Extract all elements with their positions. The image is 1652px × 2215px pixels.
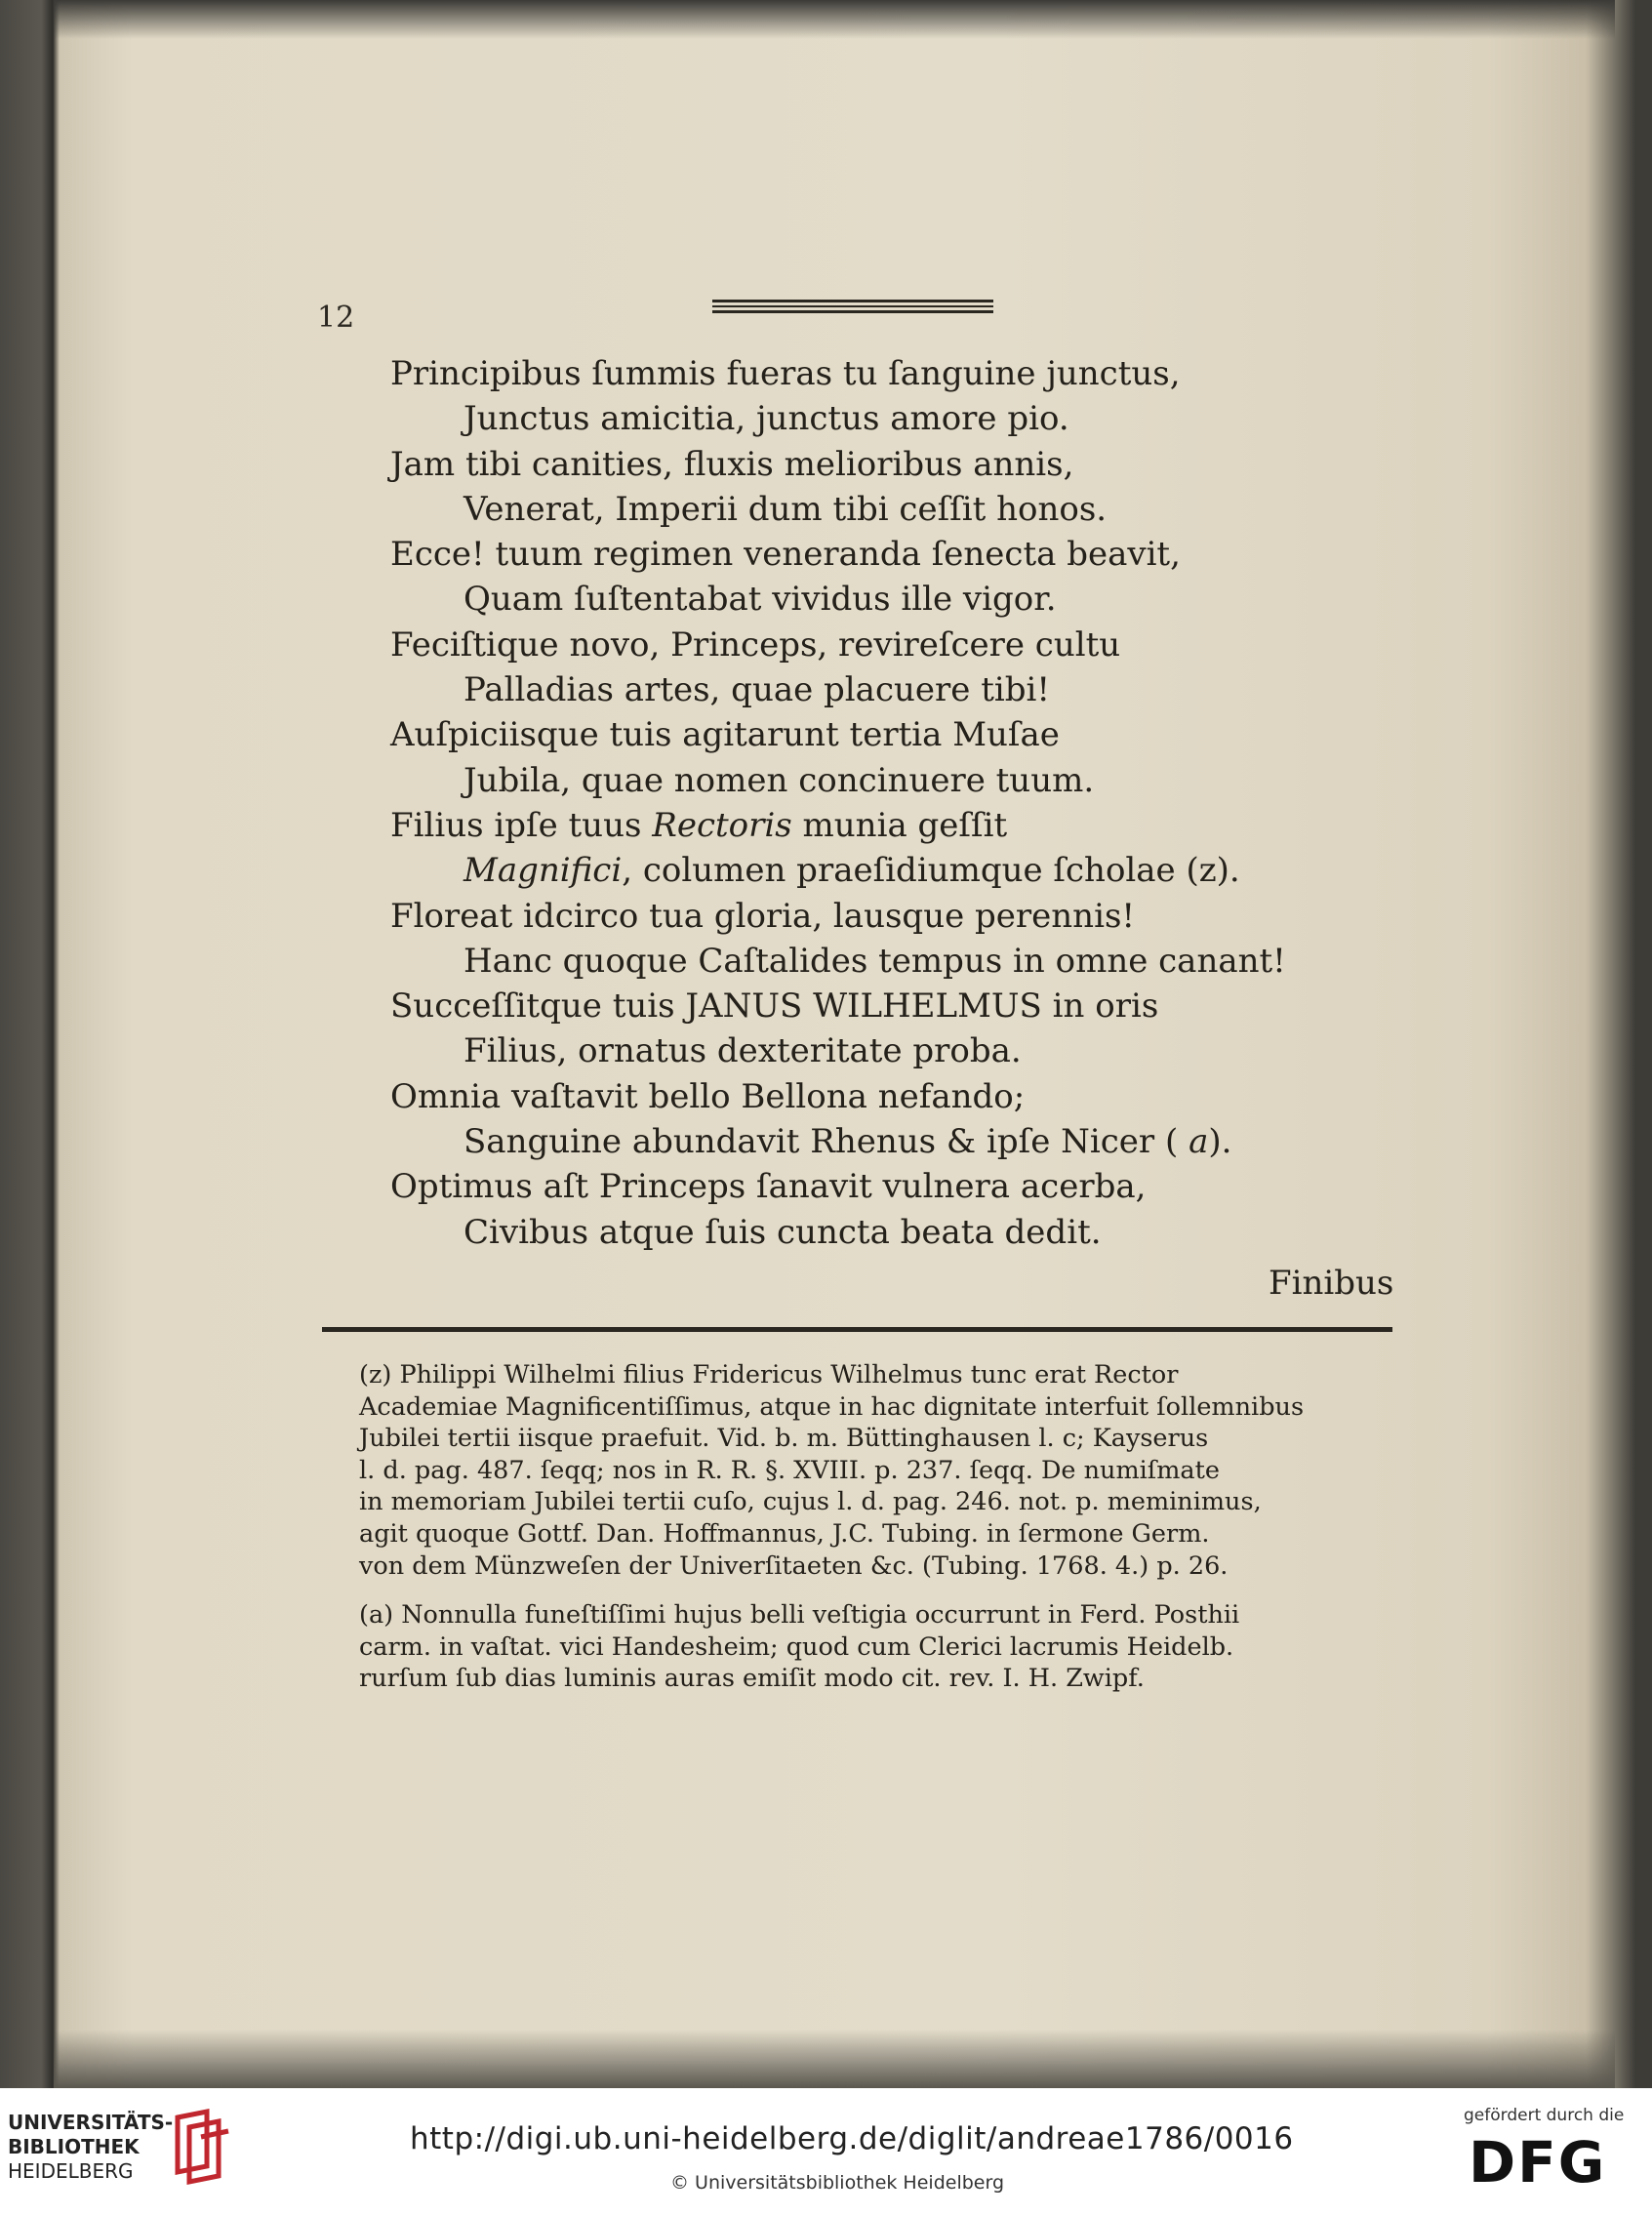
poem-line-text: Omnia vaſtavit bello Bellona nefando; xyxy=(390,1076,1026,1116)
footnote-line: agit quoque Gottf. Dan. Hoffmannus, J.C. Tubing. in ſermone Germ. xyxy=(359,1518,1210,1549)
poem-line-text: Hanc quoque Caſtalides tempus in omne canant! xyxy=(463,941,1286,981)
poem-line xyxy=(390,532,1405,577)
footnotes xyxy=(359,1359,1359,1695)
poem xyxy=(390,351,1405,1255)
poem-line-text: Floreat idcirco tua gloria, lausque perennis! xyxy=(390,896,1136,936)
footnote-line: carm. in vaſtat. vici Handesheim; quod cum Clerici lacrumis Heidelb. xyxy=(359,1631,1234,1662)
poem-line-text: Auſpiciisque tuis agitarunt tertia Muſae xyxy=(390,715,1060,755)
poem-line-text: Optimus aſt Princeps ſanavit vulnera acerba, xyxy=(390,1167,1147,1207)
footnote-line: Jubilei tertii iisque praefuit. Vid. b. m. Büttinghausen l. c; Kayserus xyxy=(359,1424,1209,1454)
poem-line xyxy=(390,758,1405,803)
poem-line-rest: ). xyxy=(1208,1122,1232,1162)
poem-line-text: Jubila, quae nomen concinuere tuum. xyxy=(463,760,1095,800)
poem-line xyxy=(390,1164,1405,1209)
footnote-line: (a) Nonnulla funeſtiſſimi hujus belli veſtigia occurrunt in Ferd. Posthii xyxy=(359,1600,1240,1631)
poem-line-italic: Magnifici xyxy=(463,851,623,891)
poem-line xyxy=(390,577,1405,622)
footnote-line: (z) Philippi Wilhelmi filius Fridericus Wilhelmus tunc erat Rector xyxy=(359,1360,1179,1389)
page-number: 12 xyxy=(317,301,355,335)
poem-line xyxy=(390,984,1405,1028)
poem-line xyxy=(390,894,1405,939)
footnote-a xyxy=(359,1599,1359,1695)
poem-line-rest: , columen praeſidiumque ſcholae (z). xyxy=(622,851,1240,891)
poem-line xyxy=(390,351,1405,396)
poem-line xyxy=(390,487,1405,532)
poem-line-text: Civibus atque ſuis cuncta beata dedit. xyxy=(463,1212,1102,1252)
library-name-line1: UNIVERSITÄTS- xyxy=(8,2111,174,2134)
library-logo-icon xyxy=(168,2108,236,2186)
poem-line-text: Quam ſuſtentabat vividus ille vigor. xyxy=(463,580,1057,620)
poem-line xyxy=(390,848,1405,893)
poem-line-text: Junctus amicitia, junctus amore pio. xyxy=(463,399,1069,439)
poem-line-italic: a xyxy=(1189,1122,1209,1162)
poem-line xyxy=(390,623,1405,667)
poem-line xyxy=(390,712,1405,757)
poem-line-text: Filius ipſe tuus xyxy=(390,805,642,845)
dfg-logo xyxy=(1469,2131,1625,2190)
page-shadow-bottom xyxy=(54,2030,1615,2088)
permalink-url[interactable]: http://digi.ub.uni-heidelberg.de/diglit/andreae1786/0016 xyxy=(410,2121,1294,2156)
library-logo-text xyxy=(8,2111,173,2184)
poem-line xyxy=(390,667,1405,712)
dfg-logo-text: DFG xyxy=(1469,2131,1607,2190)
header-ornament-rule xyxy=(712,300,993,313)
library-name-line2: BIBLIOTHEK xyxy=(8,2135,140,2158)
poem-line xyxy=(390,803,1405,848)
footnote-line: rurſum ſub dias luminis auras emiſit modo cit. rev. I. H. Zwipf. xyxy=(359,1664,1145,1694)
poem-line xyxy=(390,1074,1405,1119)
poem-line xyxy=(390,1028,1405,1073)
poem-line-text: Feciſtique novo, Princeps, revireſcere cultu xyxy=(390,624,1121,664)
page-shadow-top xyxy=(54,0,1615,39)
poem-line-text: Palladias artes, quae placuere tibi! xyxy=(463,670,1051,710)
poem-line-text: Venerat, Imperii dum tibi ceſſit honos. xyxy=(463,489,1108,529)
poem-line-rest: munia geſſit xyxy=(791,805,1008,845)
poem-line xyxy=(390,396,1405,441)
poem-line-text: Ecce! tuum regimen veneranda ſenecta beavit, xyxy=(390,535,1181,575)
poem-line-text: Sanguine abundavit Rhenus & ipſe Nicer ( xyxy=(463,1122,1179,1162)
poem-line-text: Principibus ſummis fueras tu ſanguine junctus, xyxy=(390,354,1181,393)
poem-line xyxy=(390,1119,1405,1164)
poem-line-text: Filius, ornatus dexteritate proba. xyxy=(463,1031,1022,1071)
poem-line-italic: Rectoris xyxy=(652,805,792,845)
library-name-line3: HEIDELBERG xyxy=(8,2159,134,2183)
funding-caption: gefördert durch die xyxy=(1464,2106,1625,2125)
footnote-line: in memoriam Jubilei tertii cuſo, cujus l. d. pag. 246. not. p. meminimus, xyxy=(359,1487,1262,1517)
footnote-divider xyxy=(322,1327,1392,1332)
copyright-notice: © Universitätsbibliothek Heidelberg xyxy=(670,2172,1005,2194)
poem-line-text: Jam tibi canities, fluxis melioribus annis, xyxy=(390,444,1074,484)
poem-line-text: Succeſſitque tuis JANUS WILHELMUS in oris xyxy=(390,987,1159,1027)
catchword: Finibus xyxy=(1269,1264,1394,1303)
footnote-z xyxy=(359,1359,1359,1582)
footnote-line: von dem Münzweſen der Univerſitaeten &c. (Tubing. 1768. 4.) p. 26. xyxy=(359,1550,1229,1581)
footnote-line: Academiae Magnificentiſſimus, atque in hac dignitate interfuit ſollemnibus xyxy=(359,1391,1305,1422)
poem-line xyxy=(390,1210,1405,1255)
poem-line xyxy=(390,442,1405,487)
poem-line xyxy=(390,939,1405,984)
footnote-line: l. d. pag. 487. ſeqq; nos in R. R. §. XVIII. p. 237. ſeqq. De numiſmate xyxy=(359,1455,1220,1485)
